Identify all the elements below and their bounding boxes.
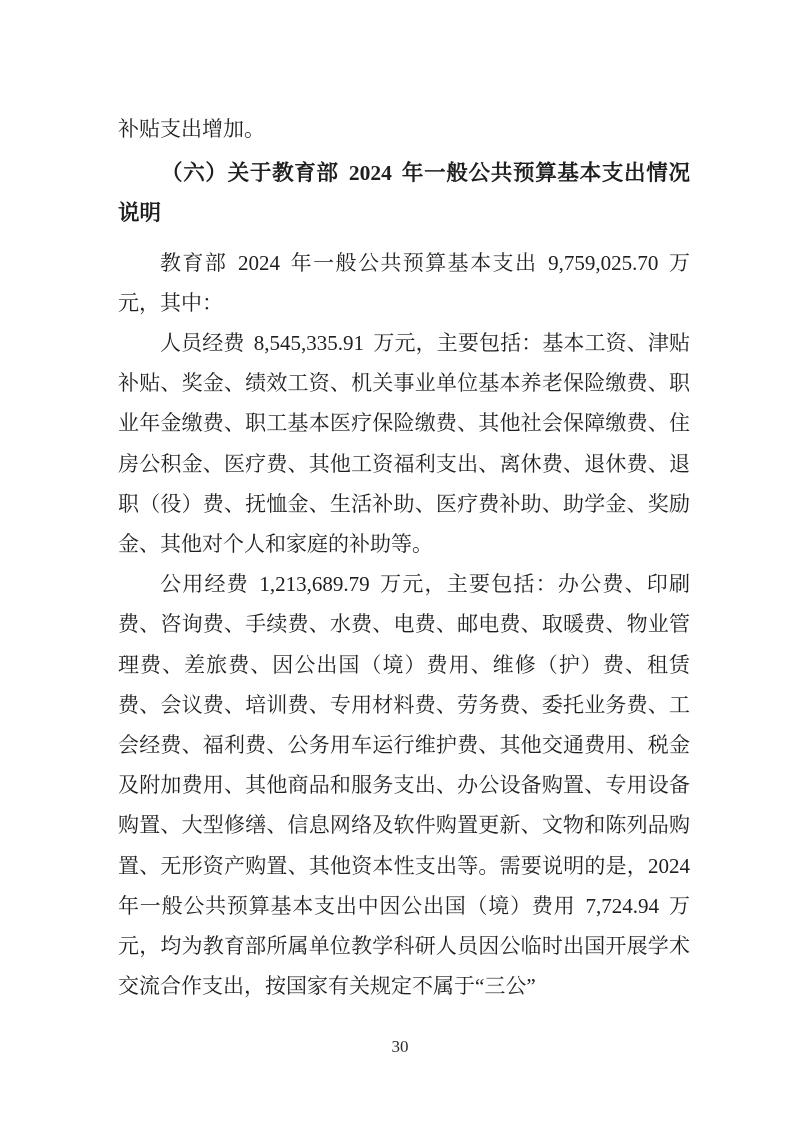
paragraph-continuation: 补贴支出增加。 — [118, 117, 265, 141]
page-number: 30 — [391, 1037, 409, 1056]
paragraph-total-expenditure: 教育部 2024 年一般公共预算基本支出 9,759,025.70 万元，其中： — [118, 250, 690, 315]
paragraph-public-funds: 公用经费 1,213,689.79 万元，主要包括：办公费、印刷费、咨询费、手续费、水费、电费、邮电费、取暖费、物业管理费、差旅费、因公出国（境）费用、维修（护）费、租赁费、会议费、培训费、专用材料费、劳务费、委托业务费、工会经费、福利费、公务用车运行维护费、其他交通费用、税金及附加费用、其他商品和服务支出、办公设备购置、专用设备购置、大型修缮、信息网络及软件购置更新、文物和陈列品购置、无形资产购置、其他资本性支出等。需要说明的是，2024 年一般公共预算基本支出中因公出国（境）费用 7,724.94 万元，均为教育部所属单位教学科研人员因公临时出国开展学术交流合作支出，按国家有关规定不属于“三公” — [118, 572, 690, 999]
section-heading: （六）关于教育部 2024 年一般公共预算基本支出情况说明 — [118, 161, 690, 226]
document-content — [118, 109, 690, 1006]
paragraph-personnel-funds: 人员经费 8,545,335.91 万元，主要包括：基本工资、津贴补贴、奖金、绩效工资、机关事业单位基本养老保险缴费、职业年金缴费、职工基本医疗保险缴费、其他社会保障缴费、住房公积金、医疗费、其他工资福利支出、离休费、退休费、退职（役）费、抚恤金、生活补助、医疗费补助、助学金、奖励金、其他对个人和家庭的补助等。 — [118, 331, 690, 557]
